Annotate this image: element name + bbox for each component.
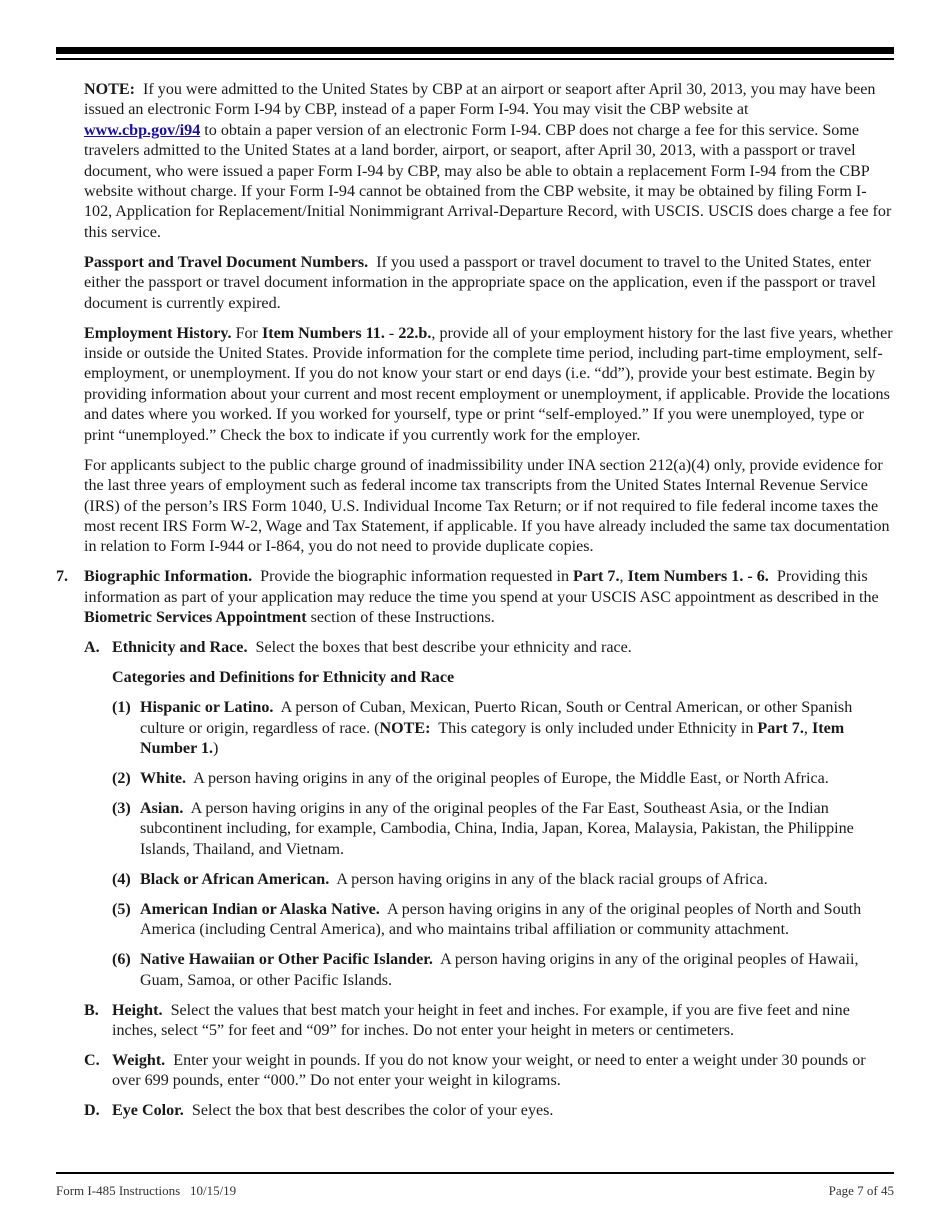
section-b-label: B. <box>84 1001 99 1019</box>
category-text: A person having origins in any of the black racial groups of Africa. <box>336 870 768 888</box>
section-c-label: C. <box>84 1051 100 1069</box>
category-item <box>112 799 894 860</box>
category-item <box>112 698 894 759</box>
category-text: A person having origins in any of the original peoples of Europe, the Middle East, or North Africa. <box>193 769 829 787</box>
section-a-text: Select the boxes that best describe your ethnicity and race. <box>255 639 632 657</box>
section-b <box>84 1001 894 1042</box>
category-note-ref-1: Part 7. <box>757 719 804 737</box>
category-note-close: ) <box>213 739 219 757</box>
category-note-ref-2: Item Number 1. <box>140 719 845 757</box>
section-b-text: Select the values that best match your height in feet and inches. For example, if you are five feet and nine inches, select “5” for feet and “09” for inches. Do not enter your height in meters or centimeters. <box>112 1001 850 1039</box>
category-number: (1) <box>112 699 131 717</box>
item-7-items: Item Numbers 1. - 6. <box>627 568 769 586</box>
section-c <box>84 1051 894 1092</box>
passport-text: If you used a passport or travel document to travel to the United States, enter either the passport or travel document information in the appropriate space on the application, even if the passport or travel document is currently expired. <box>84 253 876 312</box>
category-title: Hispanic or Latino. <box>140 699 274 717</box>
section-a <box>84 638 894 658</box>
employment-text-a: For <box>235 324 258 342</box>
category-note-label: NOTE: <box>379 719 431 737</box>
item-7-comma: , <box>619 568 624 586</box>
employment-items-ref-2: 22.b. <box>398 324 432 342</box>
page-footer <box>56 1183 894 1199</box>
employment-text-b: , provide all of your employment history for the last five years, whether inside or outside the United States. Provide information for the complete time period, including part-time employment, self-employment, or unemployment. If you do not know your start or end days (i.e. “dd”), provide your best estimate. Begin by providing information about your current and most recent employment or unemployment, if applicable. Provide the locations and dates where you worked. If you worked for yourself, type or print “self-employed.” If you were unemployed, type or print “unemployed.” Check the box to indicate if you currently work for the employer. <box>84 324 893 444</box>
category-text: A person having origins in any of the original peoples of North and South America (including Central America), and who maintains tribal affiliation or community attachment. <box>140 900 862 939</box>
item-7-number: 7. <box>56 568 69 586</box>
item-7-text-b: Providing this information as part of your application may reduce the time you spend at your USCIS ASC appointment as described in the <box>84 568 879 606</box>
employment-items-ref: Item Numbers 11. <box>261 324 385 342</box>
category-number: (3) <box>112 799 131 817</box>
section-a-label: A. <box>84 639 100 657</box>
note-text-2: to obtain a paper version of an electronic Form I-94. CBP does not charge a fee for this service. Some travelers admitted to the United States at a land border, airport, or seaport, after April 30, 2013, with a passport or travel document, who were issued a paper Form I-94 by CBP, may also be able to obtain a replacement Form I-94 from the CBP website without charge. If your Form I-94 cannot be obtained from the CBP website, it may be obtained by filing Form I-102, Application for Replacement/Initial Nonimmigrant Arrival-Departure Record, with USCIS. USCIS does charge a fee for this service. <box>84 121 892 241</box>
footer-page-number: Page 7 of 45 <box>828 1183 894 1198</box>
category-text: A person having origins in any of the original peoples of the Far East, Southeast Asia, or the Indian subcontinent including, for example, Cambodia, China, India, Japan, Korea, Malaysia, Pakistan, the Philippine Islands, Thailand, and Vietnam. <box>140 799 854 858</box>
note-label: NOTE: <box>84 81 135 98</box>
employment-dash: - <box>388 324 395 342</box>
category-text: A person of Cuban, Mexican, Puerto Rican, South or Central American, or other Spanish culture or origin, regardless of race. ( <box>140 699 853 737</box>
public-charge-paragraph: For applicants subject to the public charge ground of inadmissibility under INA section 212(a)(4) only, provide evidence for the last three years of employment such as federal income tax transcripts from the United States Internal Revenue Service (IRS) of the person’s IRS Form 1040, U.S. Individual Income Tax Return; or if not required to file federal income taxes the most recent IRS Form W-2, Wage and Tax Statement, if applicable. If you have already included the same tax documentation in relation to Form I-944 or I-864, you do not need to provide duplicate copies. <box>84 456 890 556</box>
category-item <box>112 769 894 789</box>
item-7-body <box>84 567 894 628</box>
section-a-heading: Ethnicity and Race. <box>112 639 248 657</box>
passport-heading: Passport and Travel Document Numbers. <box>84 253 369 271</box>
item-7 <box>56 567 894 628</box>
passport-paragraph <box>84 253 894 314</box>
category-number: (4) <box>112 870 131 888</box>
category-item <box>112 900 894 941</box>
document-body <box>56 80 894 1131</box>
category-title: American Indian or Alaska Native. <box>140 900 380 918</box>
category-title: White. <box>140 769 187 787</box>
cbp-website-link[interactable]: www.cbp.gov/i94 <box>84 121 201 139</box>
section-d-heading: Eye Color. <box>112 1102 184 1120</box>
category-text: A person having origins in any of the original peoples of Hawaii, Guam, Samoa, or other Pacific Islands. <box>140 951 859 989</box>
employment-heading: Employment History. <box>84 324 232 342</box>
category-number: (2) <box>112 769 131 787</box>
section-c-heading: Weight. <box>112 1051 166 1069</box>
header-rule-thin <box>56 58 894 60</box>
footer-form-info: Form I-485 Instructions 10/15/19 <box>56 1183 237 1198</box>
item-7-section: Biometric Services Appointment <box>84 609 307 627</box>
category-title: Asian. <box>140 799 184 817</box>
category-note-text: This category is only included under Ethnicity in <box>438 719 754 737</box>
categories-heading: Categories and Definitions for Ethnicity and Race <box>112 669 455 687</box>
section-d <box>84 1101 894 1121</box>
item-7-text-a: Provide the biographic information requested in <box>260 568 569 586</box>
section-c-text: Enter your weight in pounds. If you do not know your weight, or need to enter a weight under 30 pounds or over 699 pounds, enter “000.” Do not enter your weight in kilograms. <box>112 1051 866 1090</box>
category-title: Black or African American. <box>140 870 330 888</box>
category-item <box>112 870 894 890</box>
section-d-text: Select the box that best describes the color of your eyes. <box>191 1102 554 1120</box>
header-rule-thick <box>56 47 894 54</box>
note-paragraph <box>84 80 894 243</box>
item-7-part: Part 7. <box>573 568 620 586</box>
section-b-heading: Height. <box>112 1001 163 1019</box>
item-7-heading: Biographic Information. <box>84 568 253 586</box>
employment-paragraph <box>84 324 894 446</box>
note-text-1: If you were admitted to the United States by CBP at an airport or seaport after April 30, 2013, you may have been issued an electronic Form I-94 by CBP, instead of a paper Form I-94. You may visit the CBP website at <box>84 81 876 119</box>
category-item <box>112 950 894 991</box>
category-number: (5) <box>112 900 131 918</box>
category-number: (6) <box>112 951 131 969</box>
section-d-label: D. <box>84 1102 100 1120</box>
category-note-comma: , <box>803 719 808 737</box>
category-title: Native Hawaiian or Other Pacific Islander. <box>140 951 433 969</box>
item-7-text-c: section of these Instructions. <box>310 609 495 627</box>
footer-rule <box>56 1172 894 1174</box>
